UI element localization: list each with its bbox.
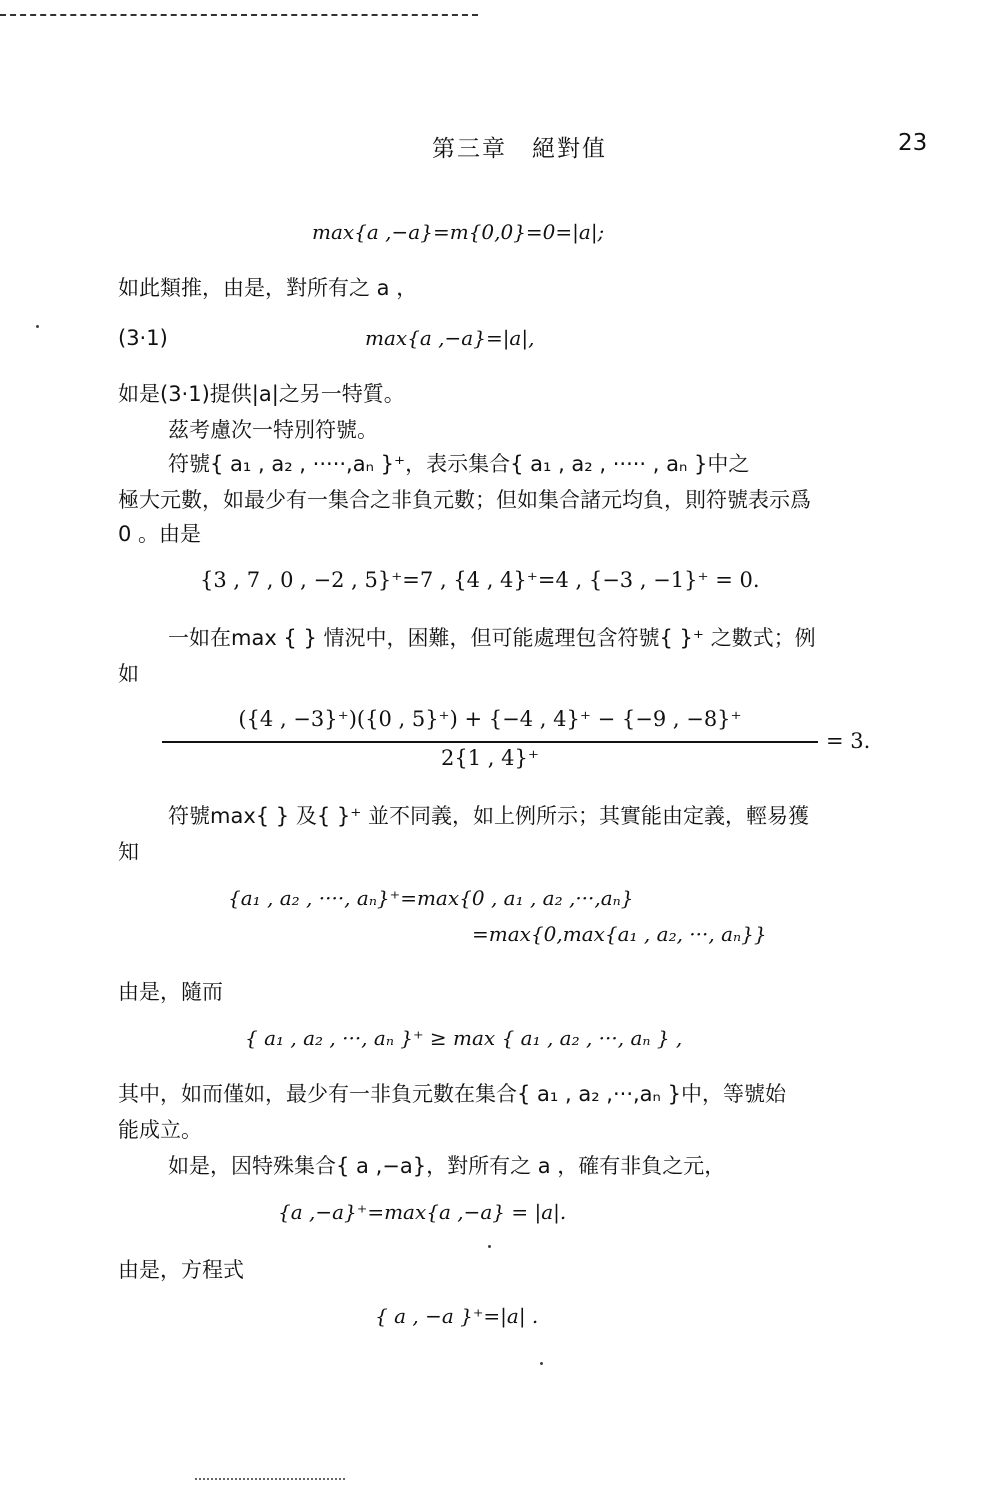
fraction-numerator: ({4 , −3}⁺)({0 , 5}⁺) + {−4 , 4}⁺ − {−9 , −8}⁺ [238,707,742,731]
footer-scan-mark [195,1478,345,1480]
equation-plus-max-line2: =max{0,max{a₁ , a₂, ···, aₙ}} [472,922,767,946]
paragraph-by-analogy: 如此類推，由是，對所有之 a ， [118,276,418,300]
chapter-title: 第三章 絕對值 [432,136,607,162]
paragraph-equality-line1: 其中，如而僅如，最少有一非負元數在集合{ a₁ , a₂ ,···,aₙ }中，等號始 [118,1082,786,1106]
paragraph-equation-intro: 由是，方程式 [118,1258,244,1282]
equation-label-3-1: (3·1) [118,326,168,350]
equation-plus-max-line1: {a₁ , a₂ , ····, aₙ}⁺=max{0 , a₁ , a₂ ,···,aₙ} [228,886,634,910]
paragraph-symbol-def-line2: 極大元數，如最少有一集合之非負元數；但如集合諸元均負，則符號表示爲 [118,488,811,512]
paragraph-not-synonymous-line1: 符號max{ } 及{ }⁺ 並不同義，如上例所示；其實能由定義，輕易獲 [168,804,809,828]
page-number: 23 [898,130,928,156]
paragraph-special-set: 如是，因特殊集合{ a ,−a}，對所有之 a ，確有非負之元， [168,1154,726,1178]
scan-speck [488,1245,491,1248]
equation-max-zero: max{a ,−a}=m{0,0}=0=|a|; [312,220,605,244]
fraction-result: = 3. [826,729,871,753]
paragraph-not-synonymous-line2: 知 [118,840,139,864]
fraction-denominator: 2{1 , 4}⁺ [441,746,539,770]
paragraph-as-in-max-line2: 如 [118,662,139,686]
paragraph-special-symbol: 茲考慮次一特別符號。 [168,418,378,442]
paragraph-equality-line2: 能成立。 [118,1118,202,1142]
equation-3-1: max{a ,−a}=|a|, [365,326,535,350]
equation-examples: {3 , 7 , 0 , −2 , 5}⁺=7 , {4 , 4}⁺=4 , {−3 , −1}⁺ = 0. [200,568,760,592]
paragraph-as-in-max-line1: 一如在max { } 情況中，困難，但可能處理包含符號{ }⁺ 之數式；例 [168,626,816,650]
paragraph-another-property: 如是(3·1)提供|a|之另一特質。 [118,382,405,406]
equation-final: { a , −a }⁺=|a| . [375,1304,539,1328]
scan-speck [36,325,39,328]
equation-abs-plus: {a ,−a}⁺=max{a ,−a} = |a|. [278,1200,567,1224]
paragraph-therefore: 由是，隨而 [118,980,223,1004]
fraction-bar [162,741,818,743]
paragraph-symbol-def-line1: 符號{ a₁ , a₂ , ·····,aₙ }⁺，表示集合{ a₁ , a₂ , ····· , aₙ }中之 [168,452,750,476]
scan-speck [540,1362,543,1365]
equation-inequality: { a₁ , a₂ , ···, aₙ }⁺ ≥ max { a₁ , a₂ , ···, aₙ } , [245,1026,683,1050]
paragraph-symbol-def-line3: 0 。由是 [118,522,202,546]
top-dashed-rule [0,14,478,16]
